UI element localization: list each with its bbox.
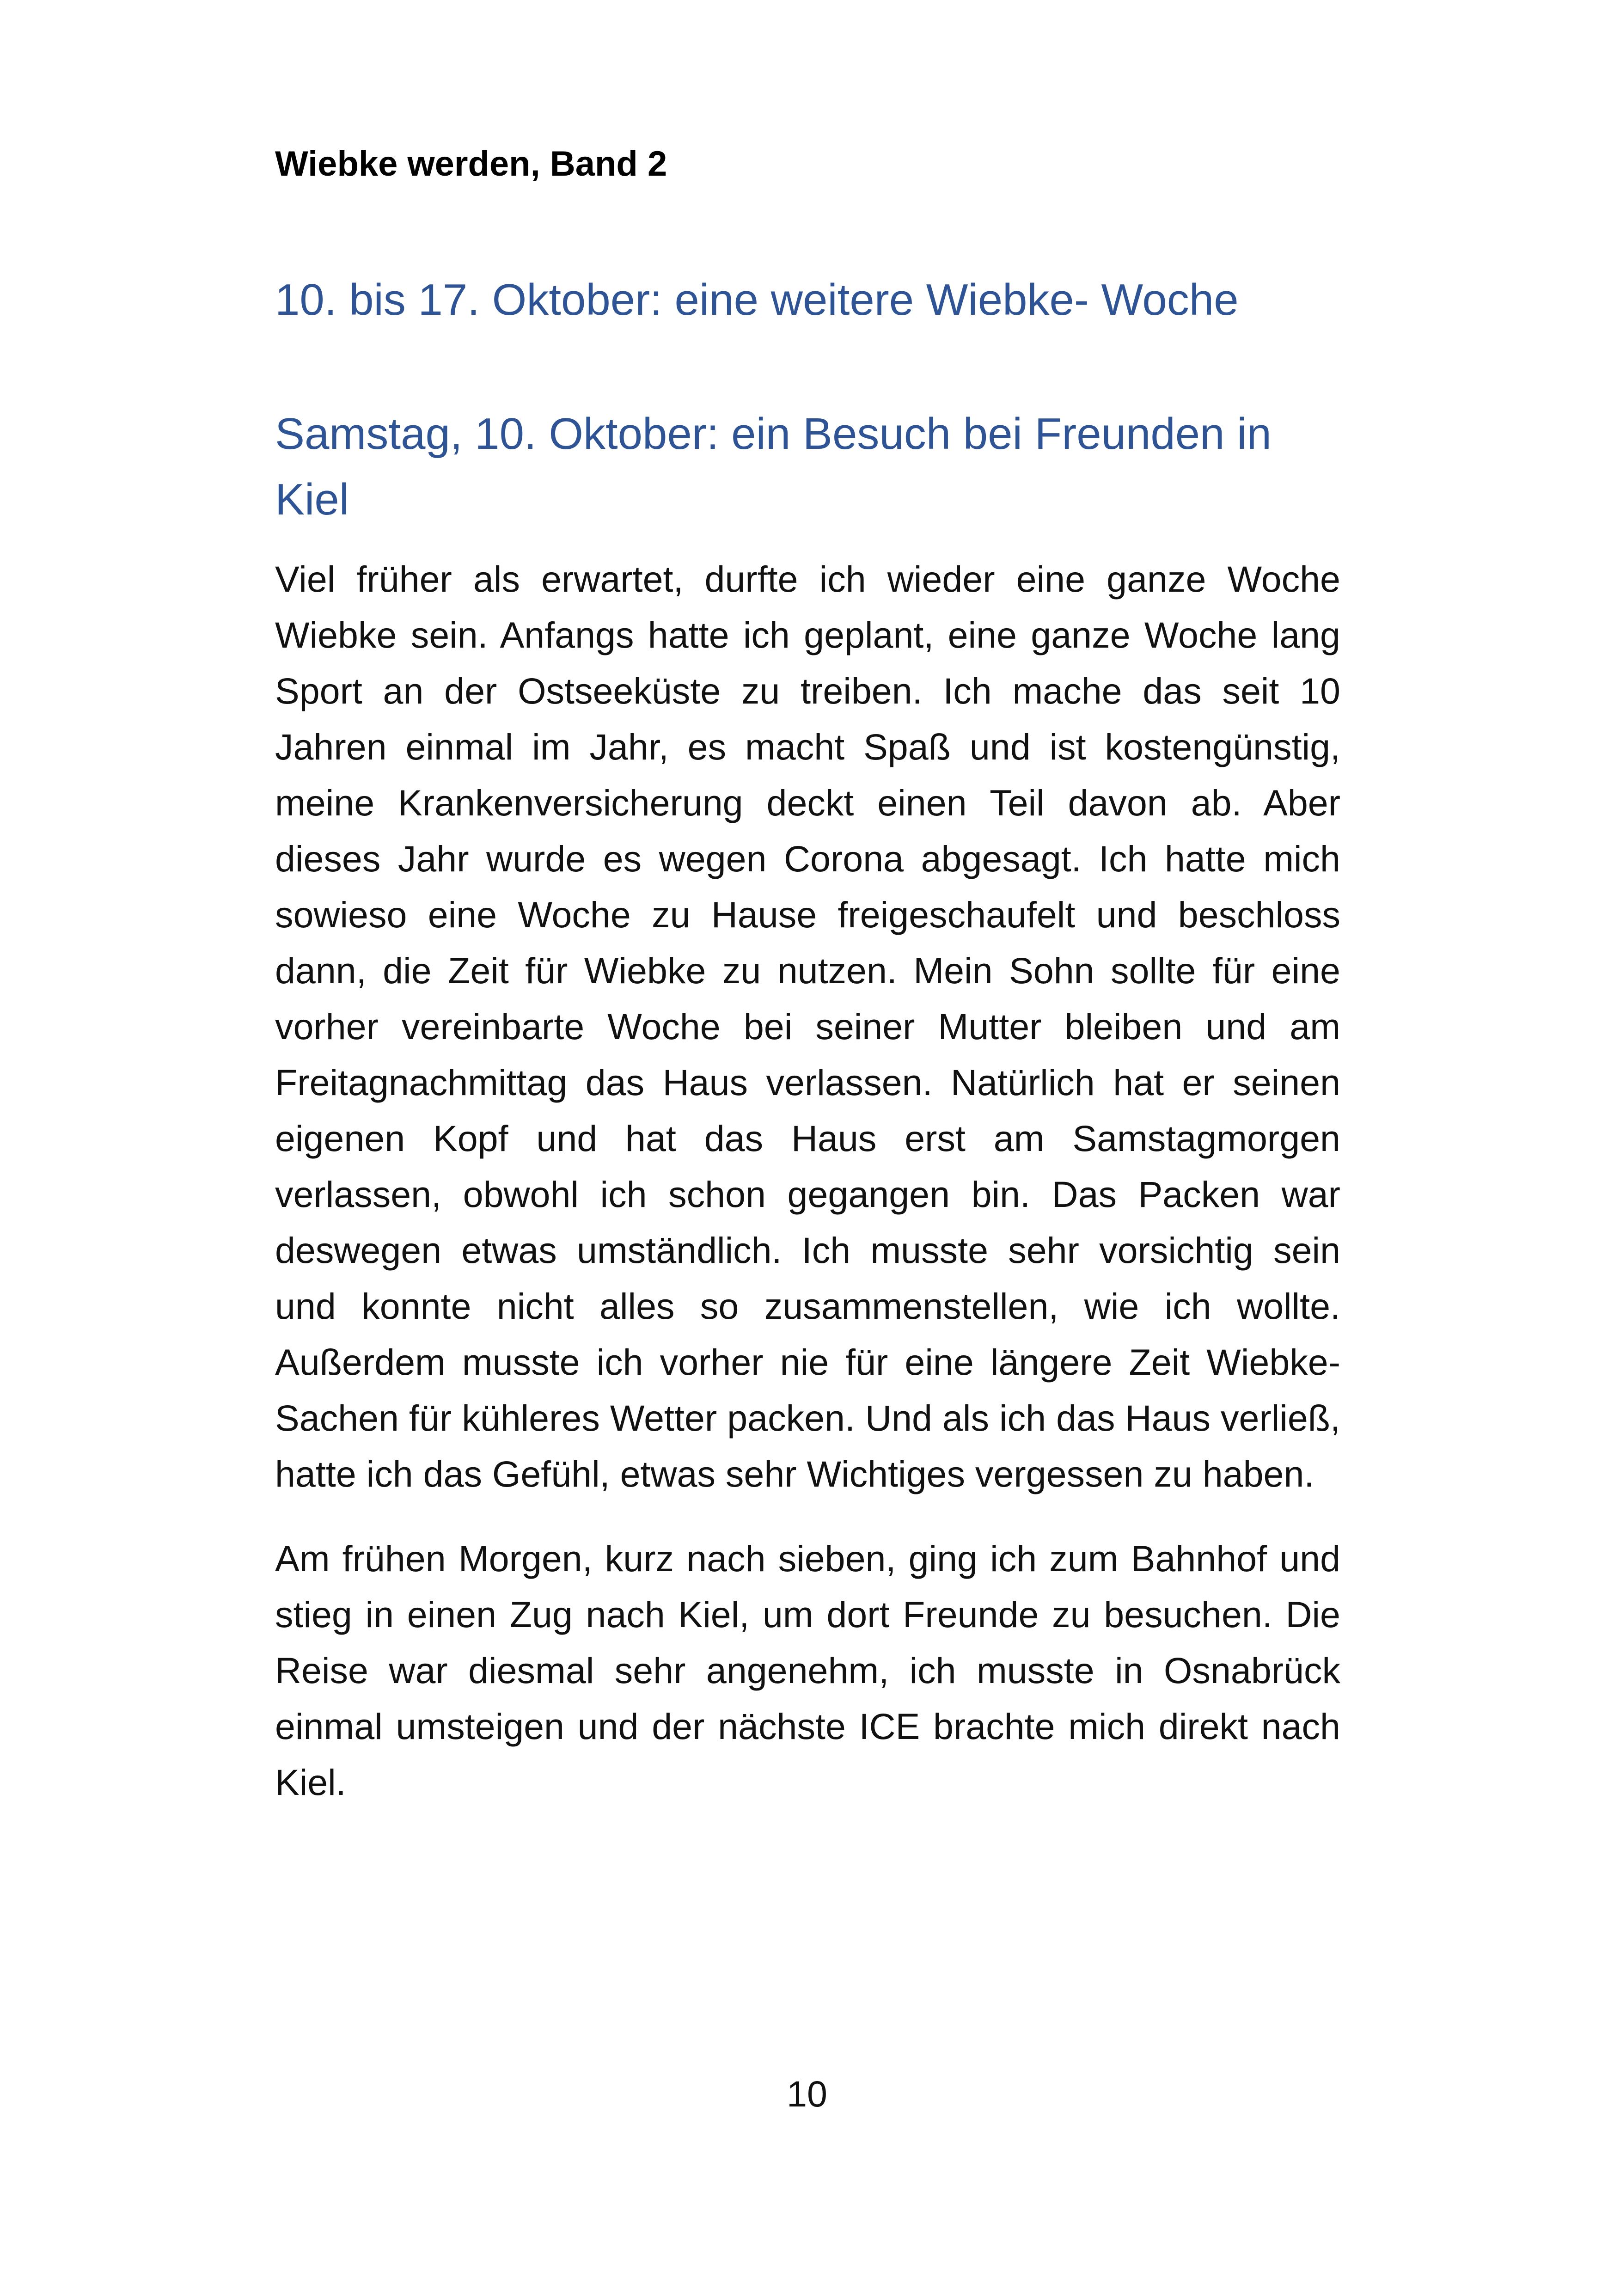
section-heading: Samstag, 10. Oktober: ein Besuch bei Freunden in Kiel bbox=[275, 409, 1272, 524]
chapter-heading: 10. bis 17. Oktober: eine weitere Wiebke- Woche bbox=[275, 275, 1239, 325]
text-column bbox=[275, 139, 1340, 1810]
body-paragraph-2: Am frühen Morgen, kurz nach sieben, ging ich zum Bahnhof und stieg in einen Zug nach Kiel, um dort Freunde zu besuchen. Die Reise war diesmal sehr angenehm, ich musste in Osnabrück einmal umsteigen und der nächste ICE brachte mich direkt nach Kiel. bbox=[275, 1538, 1340, 1803]
body-paragraph-1: Viel früher als erwartet, durfte ich wieder eine ganze Woche Wiebke sein. Anfangs hatte ich geplant, eine ganze Woche lang Sport an der Ostseeküste zu treiben. Ich mache das seit 10 Jahren einmal im Jahr, es macht Spaß und ist kostengünstig, meine Krankenversicherung deckt einen Teil davon ab. Aber dieses Jahr wurde es wegen Corona abgesagt. Ich hatte mich sowieso eine Woche zu Hause freigeschaufelt und beschloss dann, die Zeit für Wiebke zu nutzen. Mein Sohn sollte für eine vorher vereinbarte Woche bei seiner Mutter bleiben und am Freitagnachmittag das Haus verlassen. Natürlich hat er seinen eigenen Kopf und hat das Haus erst am Samstagmorgen verlassen, obwohl ich schon gegangen bin. Das Packen war deswegen etwas umständlich. Ich musste sehr vorsichtig sein und konnte nicht alles so zusammenstellen, wie ich wollte. Außerdem musste ich vorher nie für eine längere Zeit Wiebke- Sachen für kühleres Wetter packen. Und als ich das Haus verließ, hatte ich das Gefühl, etwas sehr Wichtiges vergessen zu haben. bbox=[275, 558, 1340, 1494]
book-title: Wiebke werden, Band 2 bbox=[275, 144, 667, 184]
page-number: 10 bbox=[787, 2073, 827, 2114]
